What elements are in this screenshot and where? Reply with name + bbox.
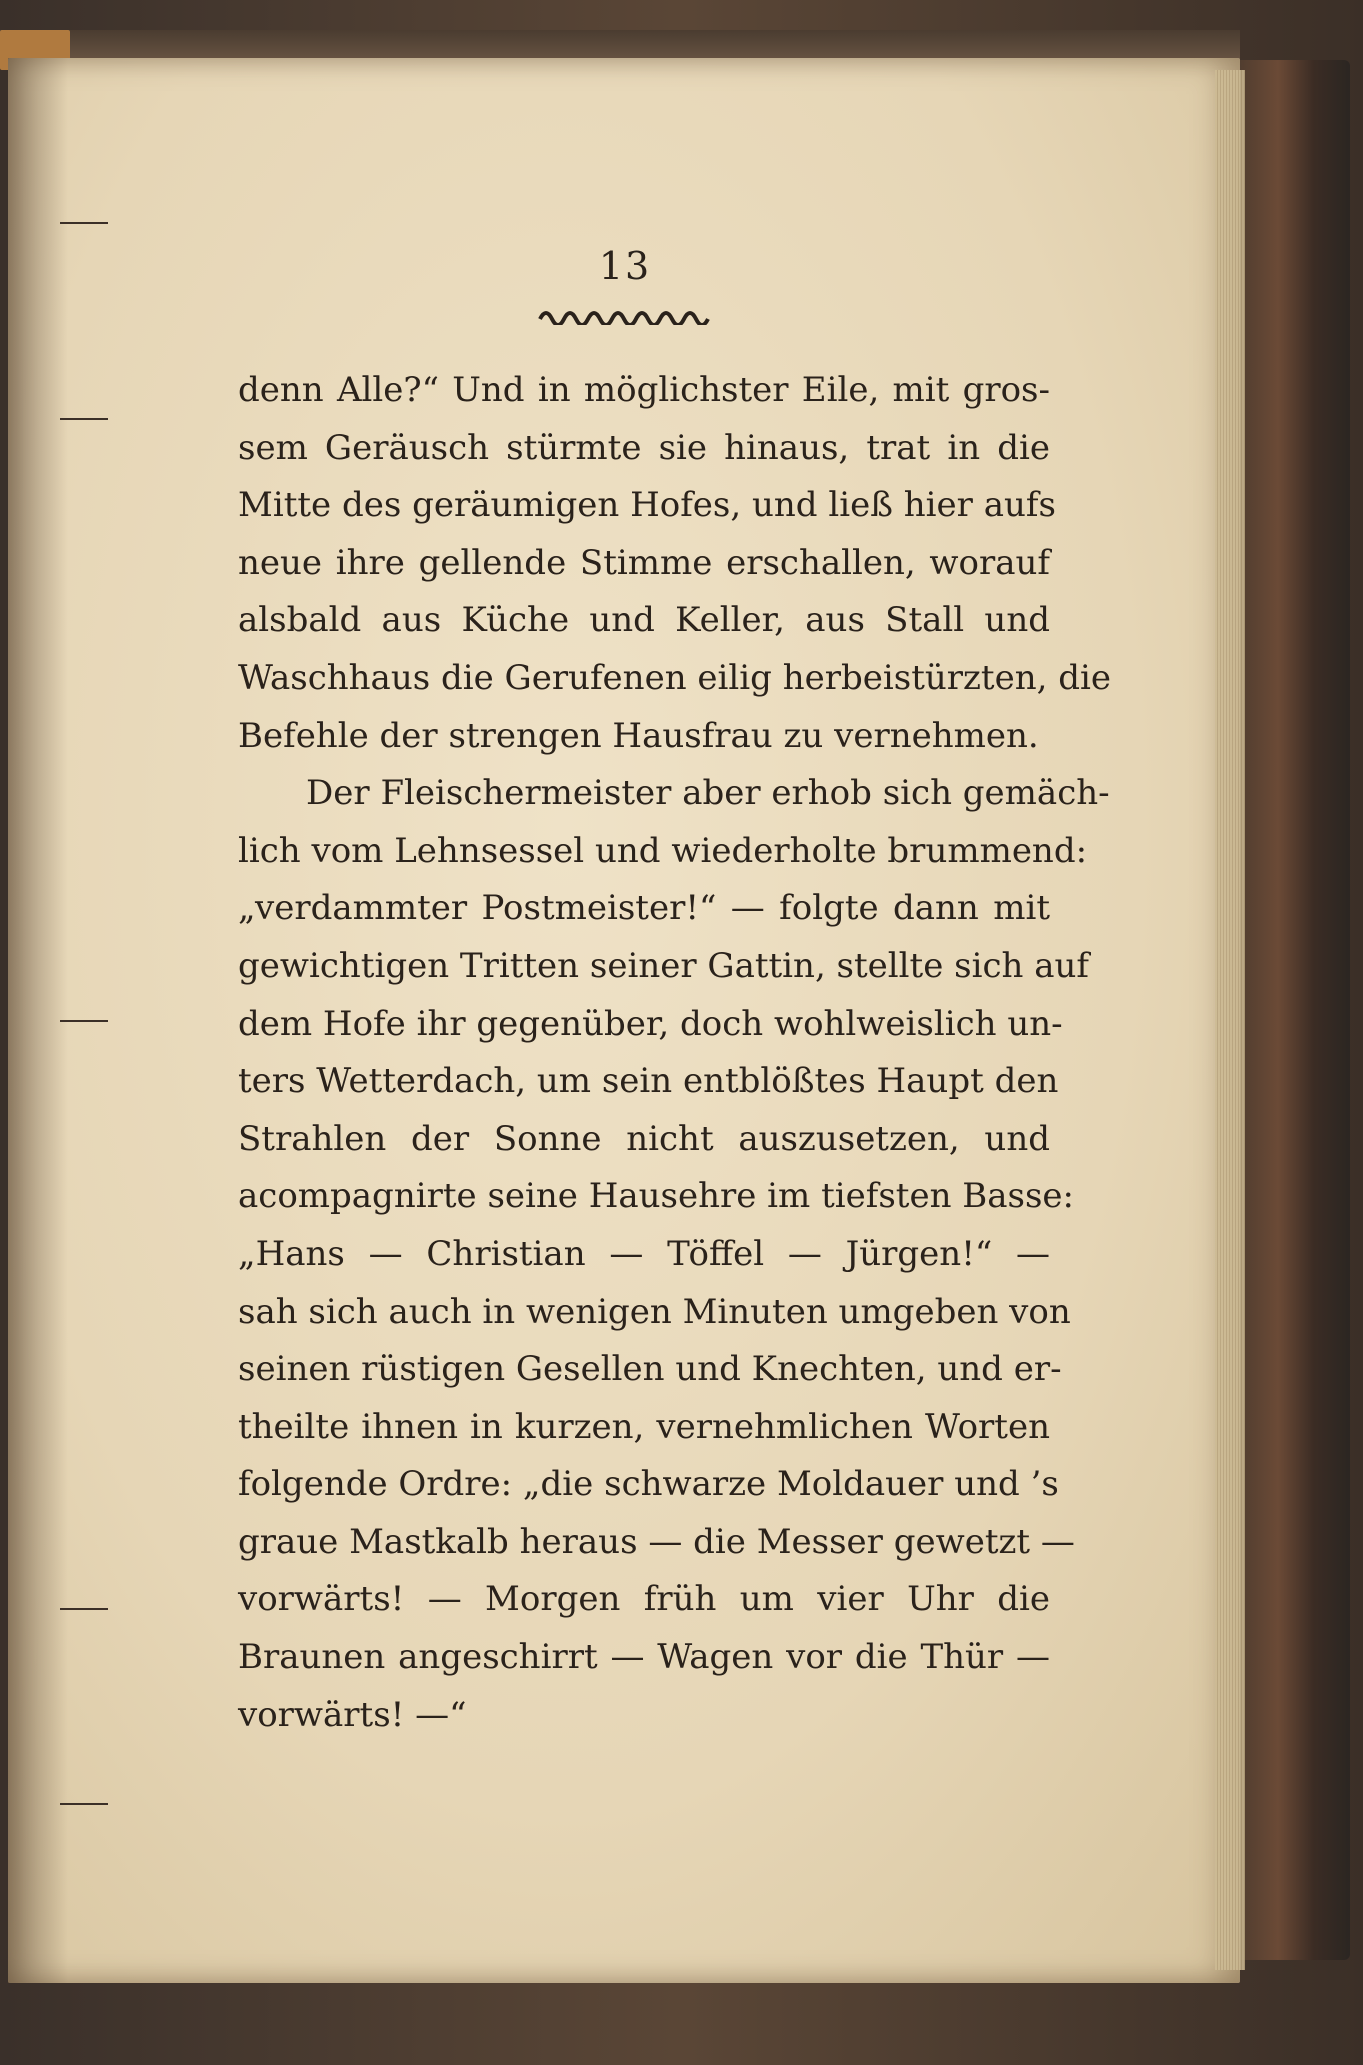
- text-line: sem Geräusch stürmte sie hinaus, trat in die: [238, 427, 1050, 468]
- text-line: Befehle der strengen Hausfrau zu vernehmen.: [238, 715, 1039, 756]
- margin-tick: [60, 1020, 108, 1022]
- margin-tick: [60, 1803, 108, 1805]
- text-line: „Hans — Christian — Töffel — Jürgen!“ —: [238, 1233, 1050, 1274]
- text-line: vorwärts! —“: [238, 1694, 467, 1735]
- text-line: seinen rüstigen Gesellen und Knechten, und er-: [238, 1349, 1062, 1390]
- page-number: 13: [598, 244, 652, 288]
- text-line: sah sich auch in wenigen Minuten umgeben von: [238, 1291, 1071, 1332]
- text-line: gewichtigen Tritten seiner Gattin, stellte sich auf: [238, 945, 1089, 986]
- page-gutter-shadow: [8, 58, 68, 1983]
- text-line: neue ihre gellende Stimme erschallen, worauf: [238, 542, 1050, 583]
- text-line: lich vom Lehnsessel und wiederholte brummend:: [238, 830, 1088, 871]
- wave-ornament: [538, 305, 714, 325]
- text-line: ters Wetterdach, um sein entblößtes Haupt den: [238, 1061, 1059, 1102]
- body-text: [238, 362, 1111, 1744]
- page-edges: [1215, 70, 1245, 1970]
- margin-tick: [60, 418, 108, 420]
- text-line: Waschhaus die Gerufenen eilig herbeistürzten, die: [238, 657, 1111, 698]
- text-line: graue Mastkalb heraus — die Messer gewetzt —: [238, 1521, 1075, 1562]
- text-line: alsbald aus Küche und Keller, aus Stall und: [238, 600, 1050, 641]
- text-line: denn Alle?“ Und in möglichster Eile, mit gros-: [238, 370, 1050, 410]
- text-line: Der Fleischermeister aber erhob sich gemäch-: [306, 773, 1110, 814]
- text-line: Strahlen der Sonne nicht auszusetzen, und: [238, 1118, 1050, 1159]
- text-line: „verdammter Postmeister!“ — folgte dann mit: [238, 888, 1050, 929]
- text-line: theilte ihnen in kurzen, vernehmlichen Worten: [238, 1406, 1050, 1447]
- text-line: Mitte des geräumigen Hofes, und ließ hier aufs: [238, 485, 1056, 526]
- margin-tick: [60, 222, 108, 224]
- text-line: vorwärts! — Morgen früh um vier Uhr die: [238, 1579, 1050, 1620]
- text-line: Braunen angeschirrt — Wagen vor die Thür —: [238, 1637, 1050, 1678]
- text-line: acompagnirte seine Hausehre im tiefsten Basse:: [238, 1176, 1075, 1217]
- text-line: dem Hofe ihr gegenüber, doch wohlweislich un-: [238, 1003, 1063, 1044]
- book-cover-edge: [1230, 60, 1350, 1960]
- text-line: folgende Ordre: „die schwarze Moldauer und ’s: [238, 1464, 1059, 1505]
- margin-tick: [60, 1608, 108, 1610]
